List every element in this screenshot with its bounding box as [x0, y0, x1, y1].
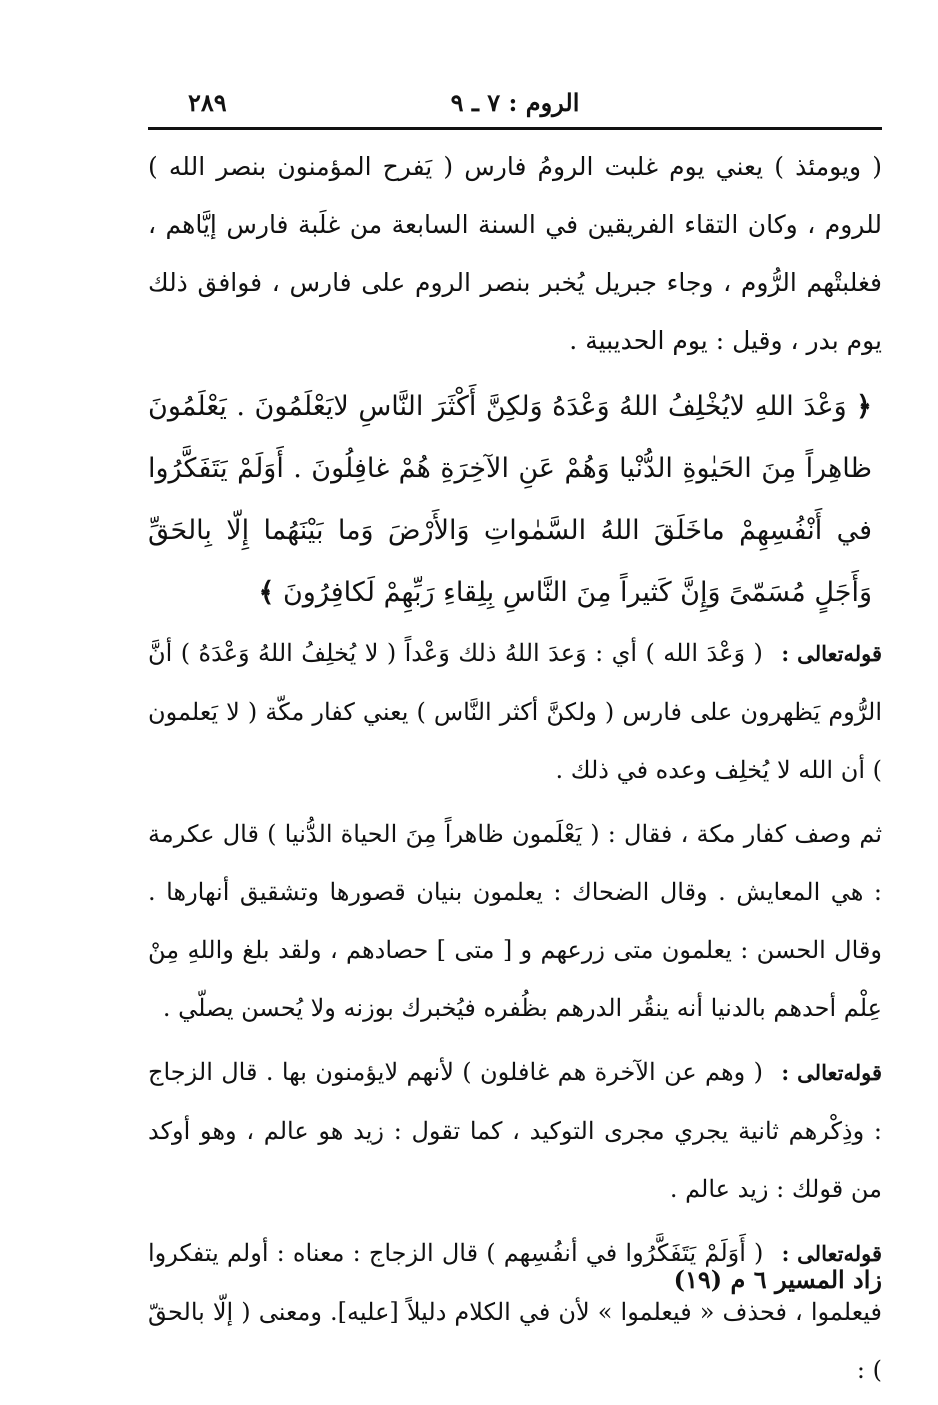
commentary-text: ( أَوَلَمْ يَتَفَكَّرُوا في أنفُسِهم ) قال الزجاج : معناه : أولم يتفكروا فيعلموا ، فحذف « فيعلموا » لأن في الكلام دليلاً [عليه]. ومعنى ( إلّا بالحقّ ) : — [148, 1239, 882, 1384]
commentary-text: ( وهم عن الآخرة هم غافلون ) لأنهم لايؤمنون بها . قال الزجاج : وذِكْرهم ثانية يجري مجرى التوكيد ، كما تقول : زيد هو عالم ، وهو أوكد من قولك : زيد عالم . — [148, 1058, 882, 1203]
commentary-lead: قوله‌تعالى : — [781, 1060, 882, 1085]
commentary-paragraph — [148, 1043, 882, 1218]
commentary-text: ( وَعْدَ الله ) أي : وَعدَ اللهُ ذلك وَعْداً ( لا يُخلِفُ اللهُ وَعْدَهُ ) أنَّ الرُّوم يَظهرون على فارس ( ولكنَّ أكثر النَّاس ) يعني كفار مكّة ( لا يَعلمون ) أن الله لا يُخلِف وعده في ذلك . — [148, 639, 882, 784]
verse-close-bracket: ﴾ — [258, 577, 275, 608]
intro-text: ( ويومئذ ) يعني يوم غلبت الرومُ فارس ( يَفرح المؤمنون بنصر الله ) للروم ، وكان التقاء الفريقين في السنة السابعة من غلَبة فارس إيَّاهم ، فغلبتْهم الرُّوم ، وجاء جبريل يُخبر بنصر الروم على فارس ، فوافق ذلك يوم بدر ، وقيل : يوم الحديبية . — [148, 152, 882, 355]
signature-line: زاد المسير ٦ م (١٩) — [673, 1265, 882, 1294]
verse-open-bracket: ﴿ — [856, 391, 872, 422]
commentary-paragraph — [148, 805, 882, 1037]
commentary-paragraph — [148, 624, 882, 799]
page-number: ٢٨٩ — [188, 88, 227, 117]
commentary-text: ثم وصف كفار مكة ، فقال : ( يَعْلَمون ظاهراً مِنَ الحياة الدُّنيا ) قال عكرمة : هي المعايش . وقال الضحاك : يعلمون بنيان قصورها وتشقيق أنهارها . وقال الحسن : يعلمون متى زرعهم و [ متى ] حصادهم ، ولقد بلغ واللهِ مِنْ عِلْم أحدهم بالدنيا أنه ينقُر الدرهم بظُفره فيُخبرك بوزنه ولا يُحسن يصلّي . — [148, 820, 882, 1022]
intro-paragraph — [148, 138, 882, 370]
commentary-lead: قوله‌تعالى : — [781, 641, 883, 666]
page-body — [148, 138, 882, 1405]
verse-text: وَعْدَ اللهِ لايُخْلِفُ اللهُ وَعْدَهُ وَلكِنَّ أَكْثَرَ النَّاسِ لايَعْلَمُونَ . يَعْلَمُونَ ظاهِراً مِنَ الحَيٰوةِ الدُّنْيا وَهُمْ عَنِ الآخِرَةِ هُمْ غافِلُونَ . أَوَلَمْ يَتَفَكَّرُوا في أَنْفُسِهِمْ ماخَلَقَ اللهُ السَّمٰواتِ وَالأَرْضَ وَما بَيْنَهُما إِلّا بِالحَقِّ وَأَجَلٍ مُسَمّىً وَإِنَّ كَثيراً مِنَ النَّاسِ بِلِقاءِ رَبِّهِمْ لَكافِرُونَ — [148, 391, 872, 608]
header-rule — [148, 127, 882, 130]
commentary-lead: قوله‌تعالى : — [781, 1241, 882, 1266]
page-header — [150, 88, 880, 128]
quran-verse — [148, 376, 882, 624]
running-head: الروم : ٧ ـ ٩ — [450, 88, 580, 117]
commentary-paragraph — [148, 1224, 882, 1399]
